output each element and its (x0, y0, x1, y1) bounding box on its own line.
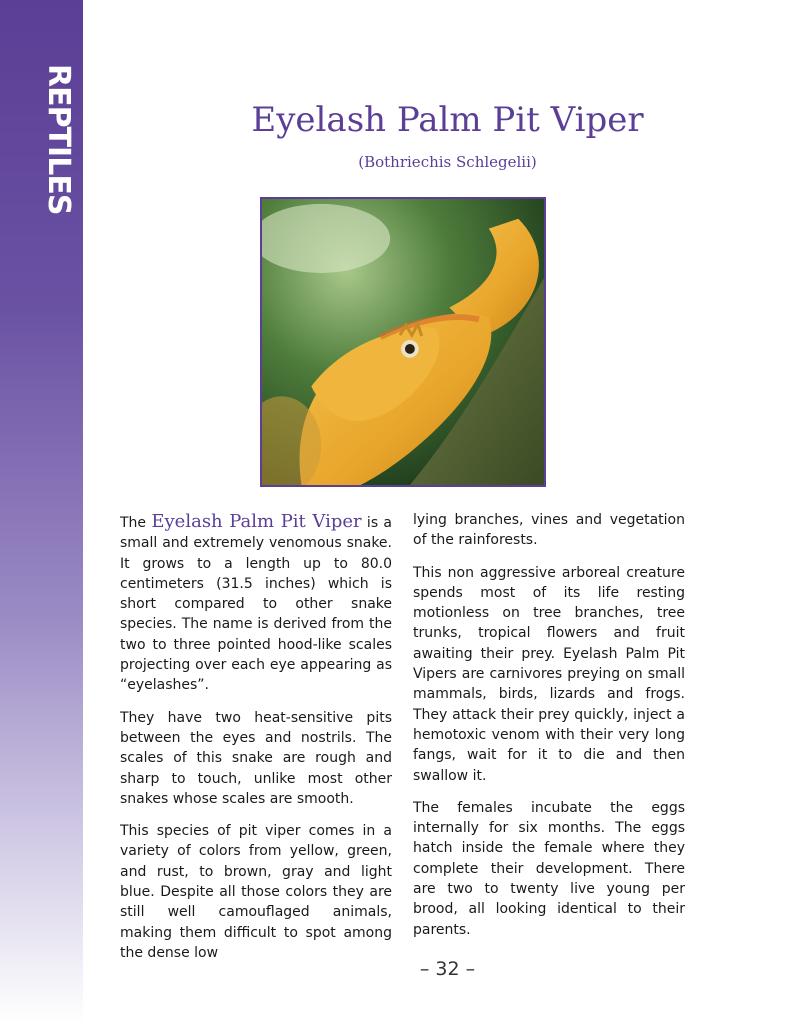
section-label-text: REPTILES (41, 64, 76, 215)
paragraph-reproduction: The females incubate the eggs internally for six months. The eggs hatch inside the female where they complete their development. There are two to twenty live young per brood, all looking identical to their parents. (413, 799, 685, 938)
viper-photo-icon (262, 199, 544, 485)
intro-prefix: The (120, 515, 147, 531)
page-title: Eyelash Palm Pit Viper (251, 100, 644, 140)
intro-paragraph (120, 512, 392, 696)
paragraph-colors-continued: lying branches, vines and vegetation of the rainforests. (413, 512, 685, 549)
viper-photo (260, 197, 546, 487)
scientific-name: (Bothriechis Schlegelii) (358, 153, 537, 171)
left-column (120, 512, 392, 975)
intro-species-name: Eyelash Palm Pit Viper (151, 511, 362, 532)
paragraph-heat-pits: They have two heat-sensitive pits between the eyes and nostrils. The scales of this snake are rough and sharp to touch, unlike most other snakes whose scales are smooth. (120, 709, 392, 807)
page-number: – 32 – (419, 958, 476, 980)
paragraph-behavior: This non aggressive arboreal creature spends most of its life resting motionless on tree branches, tree trunks, tropical flowers and fruit awaiting their prey. Eyelash Palm Pit Vipers are carnivores preying on small mammals, birds, lizards and frogs. They attack their prey quickly, inject a hemotoxic venom with their very long fangs, wait for it to die and then swallow it. (413, 564, 685, 784)
right-column (413, 510, 685, 952)
paragraph-colors: This species of pit viper comes in a variety of colors from yellow, green, and rust, to brown, gray and light blue. Despite all those colors they are still well camouflaged animals, making them difficult to spot among the dense low (120, 823, 392, 961)
intro-text: is a small and extremely venomous snake. It grows to a length up to 80.0 centimeters (31.5 inches) which is short compared to other snake species. The name is derived from the two to three pointed hood-like scales projecting over each eye appearing as “eyelashes”. (120, 515, 393, 694)
section-label (40, 64, 76, 215)
